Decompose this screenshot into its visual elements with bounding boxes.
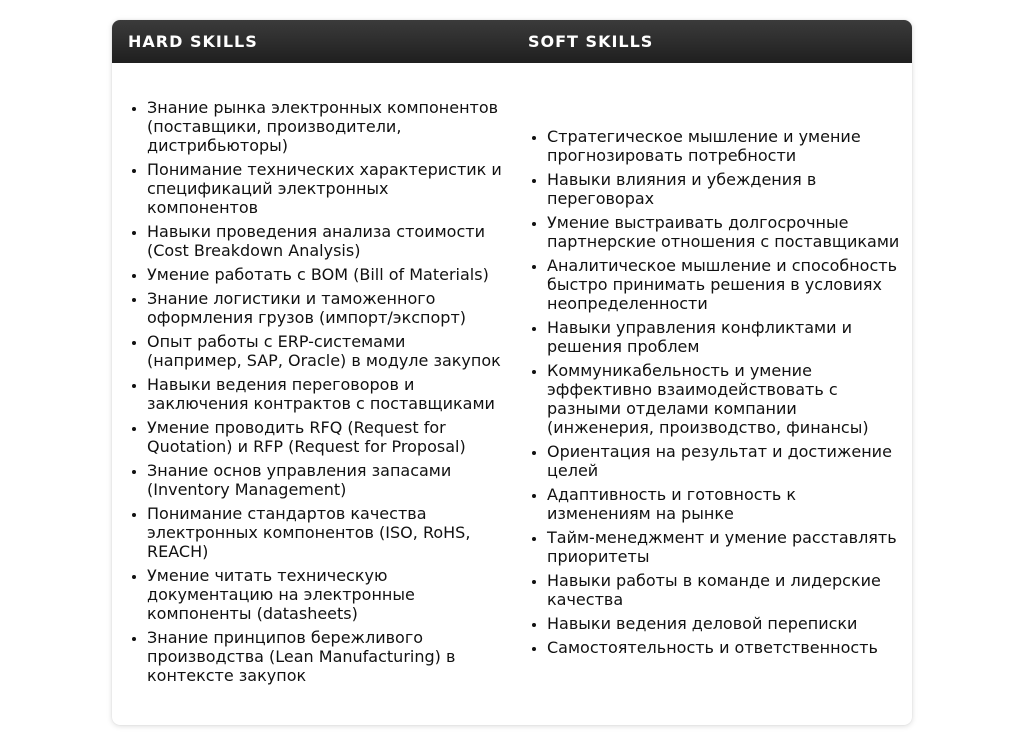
list-item: • Стратегическое мышление и умение прогнозировать потребности (547, 127, 902, 165)
list-item: • Понимание стандартов качества электронных компонентов (ISO, RoHS, REACH) (147, 504, 502, 561)
soft-skills-list (528, 127, 902, 662)
header-hard-skills: HARD SKILLS (128, 32, 258, 51)
soft-skills-column (512, 63, 912, 725)
list-item: • Умение работать с BOM (Bill of Materials) (147, 265, 502, 284)
list-item: • Опыт работы с ERP-системами (например, SAP, Oracle) в модуле закупок (147, 332, 502, 370)
list-item: • Тайм-менеджмент и умение расставлять приоритеты (547, 528, 902, 566)
list-item: • Навыки проведения анализа стоимости (Cost Breakdown Analysis) (147, 222, 502, 260)
list-item: • Знание рынка электронных компонентов (поставщики, производители, дистрибьюторы) (147, 98, 502, 155)
list-item: • Знание основ управления запасами (Inventory Management) (147, 461, 502, 499)
list-item: • Знание логистики и таможенного оформления грузов (импорт/экспорт) (147, 289, 502, 327)
list-item: • Аналитическое мышление и способность быстро принимать решения в условиях неопределенности (547, 256, 902, 313)
table-header (112, 20, 912, 63)
table-body (112, 63, 912, 725)
list-item: • Знание принципов бережливого производства (Lean Manufacturing) в контексте закупок (147, 628, 502, 685)
list-item: • Умение проводить RFQ (Request for Quotation) и RFP (Request for Proposal) (147, 418, 502, 456)
list-item: • Навыки работы в команде и лидерские качества (547, 571, 902, 609)
list-item: • Ориентация на результат и достижение целей (547, 442, 902, 480)
list-item: • Навыки ведения переговоров и заключения контрактов с поставщиками (147, 375, 502, 413)
header-soft-skills: SOFT SKILLS (528, 32, 654, 51)
hard-skills-list (128, 98, 502, 690)
list-item: • Коммуникабельность и умение эффективно взаимодействовать с разными отделами компании (инженерия, производство, финансы) (547, 361, 902, 437)
list-item: • Навыки влияния и убеждения в переговорах (547, 170, 902, 208)
skills-table (112, 20, 912, 725)
list-item: • Навыки управления конфликтами и решения проблем (547, 318, 902, 356)
list-item: • Самостоятельность и ответственность (547, 638, 902, 657)
hard-skills-column (112, 63, 512, 725)
list-item: • Навыки ведения деловой переписки (547, 614, 902, 633)
list-item: • Умение выстраивать долгосрочные партнерские отношения с поставщиками (547, 213, 902, 251)
list-item: • Умение читать техническую документацию на электронные компоненты (datasheets) (147, 566, 502, 623)
list-item: • Понимание технических характеристик и спецификаций электронных компонентов (147, 160, 502, 217)
list-item: • Адаптивность и готовность к изменениям на рынке (547, 485, 902, 523)
